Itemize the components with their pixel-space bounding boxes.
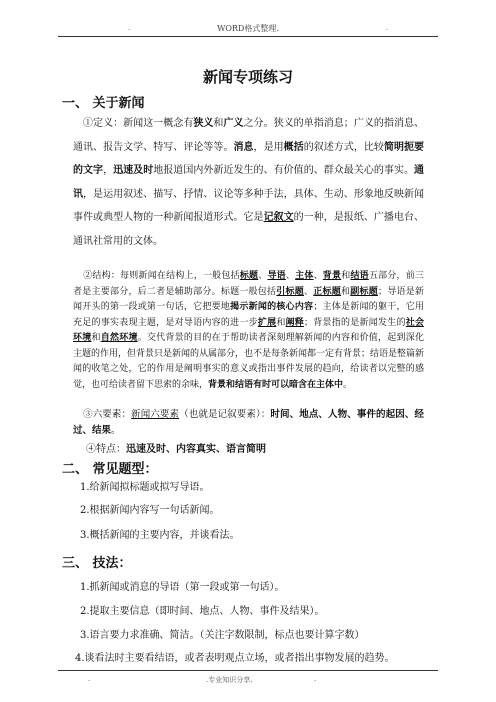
paragraph-structure: ②结构：每则新闻在结构上，一般包括标题、导语、主体、背景和结语五部分，前三者是主要部分，后二者是辅助部分。标题一般包括引标题、正标题和副标题；导语是新闻开头的第一段或第一句话，它把要地揭示新闻的核心内容；主体是新闻的躯干，它用充足的事实表现主题，是对导语内容的进一步扩展和阐释；背景指的是新闻发生的社会环境和自然环境。交代背景的目的在于帮助读者深刻理解新闻的内容和价值，起到深化主题的作用，但背景只是新闻的从属部分，也不是每条新闻都一定有背景；结语是整篇新闻的收笔之处，它的作用是阐明事实的意义或指出事件发展的趋向，给读者以完整的感觉，也可给读者留下思索的余味，背景和结语有时可以暗含在主体中。 — [73, 271, 425, 390]
list-item: 3.概括新闻的主要内容，并谈看法。 — [80, 530, 240, 541]
footer-text: .专业知识分享. — [206, 676, 253, 684]
page-header — [58, 22, 438, 37]
list-item: 2.根据新闻内容写一句话新闻。 — [80, 505, 220, 516]
header-text: WORD格式整理. — [217, 24, 279, 33]
footer-left: . — [88, 675, 91, 683]
paragraph-features: ④特点：迅速及时、内容真实、语言简明 — [86, 444, 266, 455]
header-dot-right: . — [385, 24, 388, 32]
list-item: 4.谈看法时主要看结语，或者表明观点立场，或者指出事物发展的趋势。 — [75, 653, 395, 664]
list-item: 1.给新闻拟标题或拟写导语。 — [80, 482, 210, 493]
list-item: 3.语言要力求准确、简洁。（关注字数限制，标点也要计算字数） — [80, 630, 365, 641]
section-heading-3: 三、 技法： — [62, 556, 132, 571]
header-dot-left: . — [128, 24, 131, 32]
page-footer — [58, 670, 438, 685]
footer-right: . — [314, 675, 317, 683]
list-item: 1.抓新闻或消息的导语（第一段或第一句话）。 — [80, 582, 285, 593]
paragraph-six-elements: ③六要素：新闻六要素（也就是记叙要素）：时间、地点、人物、事件的起因、经过、结果。 — [73, 409, 424, 436]
document-title: 新闻专项练习 — [202, 68, 293, 86]
list-item: 2.提取主要信息（即时间、地点、人物、事件及结果）。 — [80, 606, 325, 617]
section-heading-2: 二、 常见题型： — [62, 462, 158, 477]
paragraph-definition: ①定义：新闻这一概念有狭义和广义之分。狭义的单指消息；广义的指消息、通讯、报告文学、特写、评论等等。消息，是用概括的叙述方式，比较简明扼要的文字，迅速及时地报道国内外新近发生的、有价值的、群众最关心的事实。通讯，是运用叙述、描写、抒情、议论等多种手法，具体、生动、形象地反映新闻事件或典型人物的一种新闻报道形式。它是记叙文的一种，是报纸、广播电台、通讯社常用的文体。 — [73, 118, 425, 247]
section-heading-1: 一、 关于新闻 — [62, 96, 145, 111]
